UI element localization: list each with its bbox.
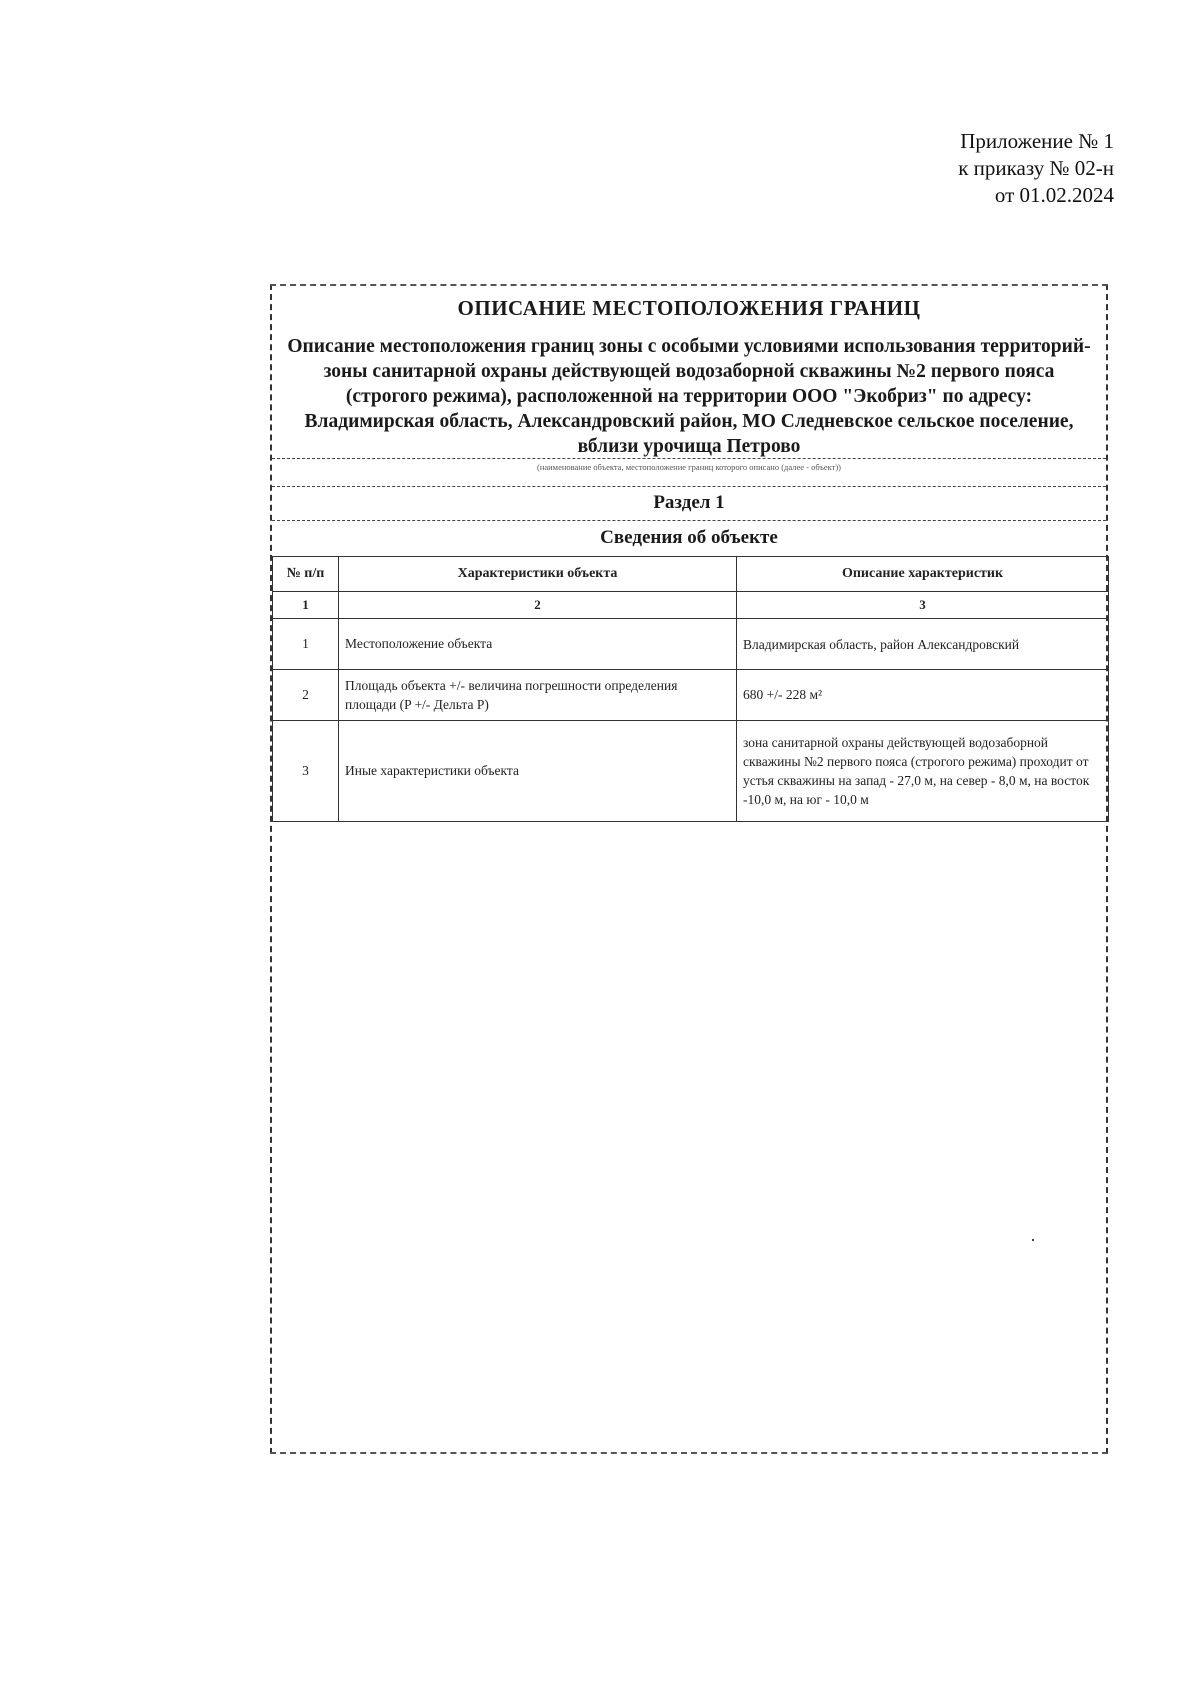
column-number: 3 — [737, 592, 1109, 619]
row-number: 3 — [273, 721, 339, 822]
section-title: Раздел 1 — [653, 492, 725, 513]
table-row — [273, 721, 1109, 822]
appendix-number: Приложение № 1 — [960, 129, 1114, 153]
object-caption: (наименование объекта, местоположение границ которого описано (далее - объект)) — [536, 462, 842, 472]
object-info-table — [272, 556, 1109, 822]
row-value: Владимирская область, район Александровский — [737, 619, 1109, 670]
header-characteristic: Характеристики объекта — [339, 557, 737, 592]
row-value: 680 +/- 228 м² — [737, 670, 1109, 721]
row-number: 1 — [273, 619, 339, 670]
divider — [272, 486, 1106, 487]
appendix-note — [958, 128, 1114, 209]
row-characteristic: Местоположение объекта — [339, 619, 737, 670]
document-description: Описание местоположения границ зоны с особыми условиями использования территорий-зоны санитарной охраны действующей водозаборной скважины №2 первого пояса (строгого режима), расположенной на территории ООО "Экобриз" по адресу: Владимирская область, Александровский район, МО Следневское сельское поселение, вблизи урочища Петрово — [287, 336, 1091, 457]
subsection-title: Сведения об объекте — [600, 527, 778, 548]
document-title: ОПИСАНИЕ МЕСТОПОЛОЖЕНИЯ ГРАНИЦ — [457, 296, 921, 320]
row-characteristic: Иные характеристики объекта — [339, 721, 737, 822]
header-number: № п/п — [273, 557, 339, 592]
divider — [272, 458, 1106, 459]
appendix-date: от 01.02.2024 — [994, 183, 1114, 207]
row-value: зона санитарной охраны действующей водозаборной скважины №2 первого пояса (строгого режима) проходит от устья скважины на запад - 27,0 м, на север - 8,0 м, на восток -10,0 м, на юг - 10,0 м — [737, 721, 1109, 822]
divider — [272, 520, 1106, 521]
document-frame — [270, 284, 1108, 1454]
column-number-row — [273, 592, 1109, 619]
column-number: 2 — [339, 592, 737, 619]
row-number: 2 — [273, 670, 339, 721]
table-row — [273, 670, 1109, 721]
appendix-order: к приказу № 02-н — [958, 156, 1114, 180]
column-number: 1 — [273, 592, 339, 619]
table-header-row — [273, 557, 1109, 592]
header-description: Описание характеристик — [737, 557, 1109, 592]
table-row — [273, 619, 1109, 670]
scan-speck — [1032, 1239, 1034, 1241]
row-characteristic: Площадь объекта +/- величина погрешности определения площади (P +/- Дельта P) — [339, 670, 737, 721]
